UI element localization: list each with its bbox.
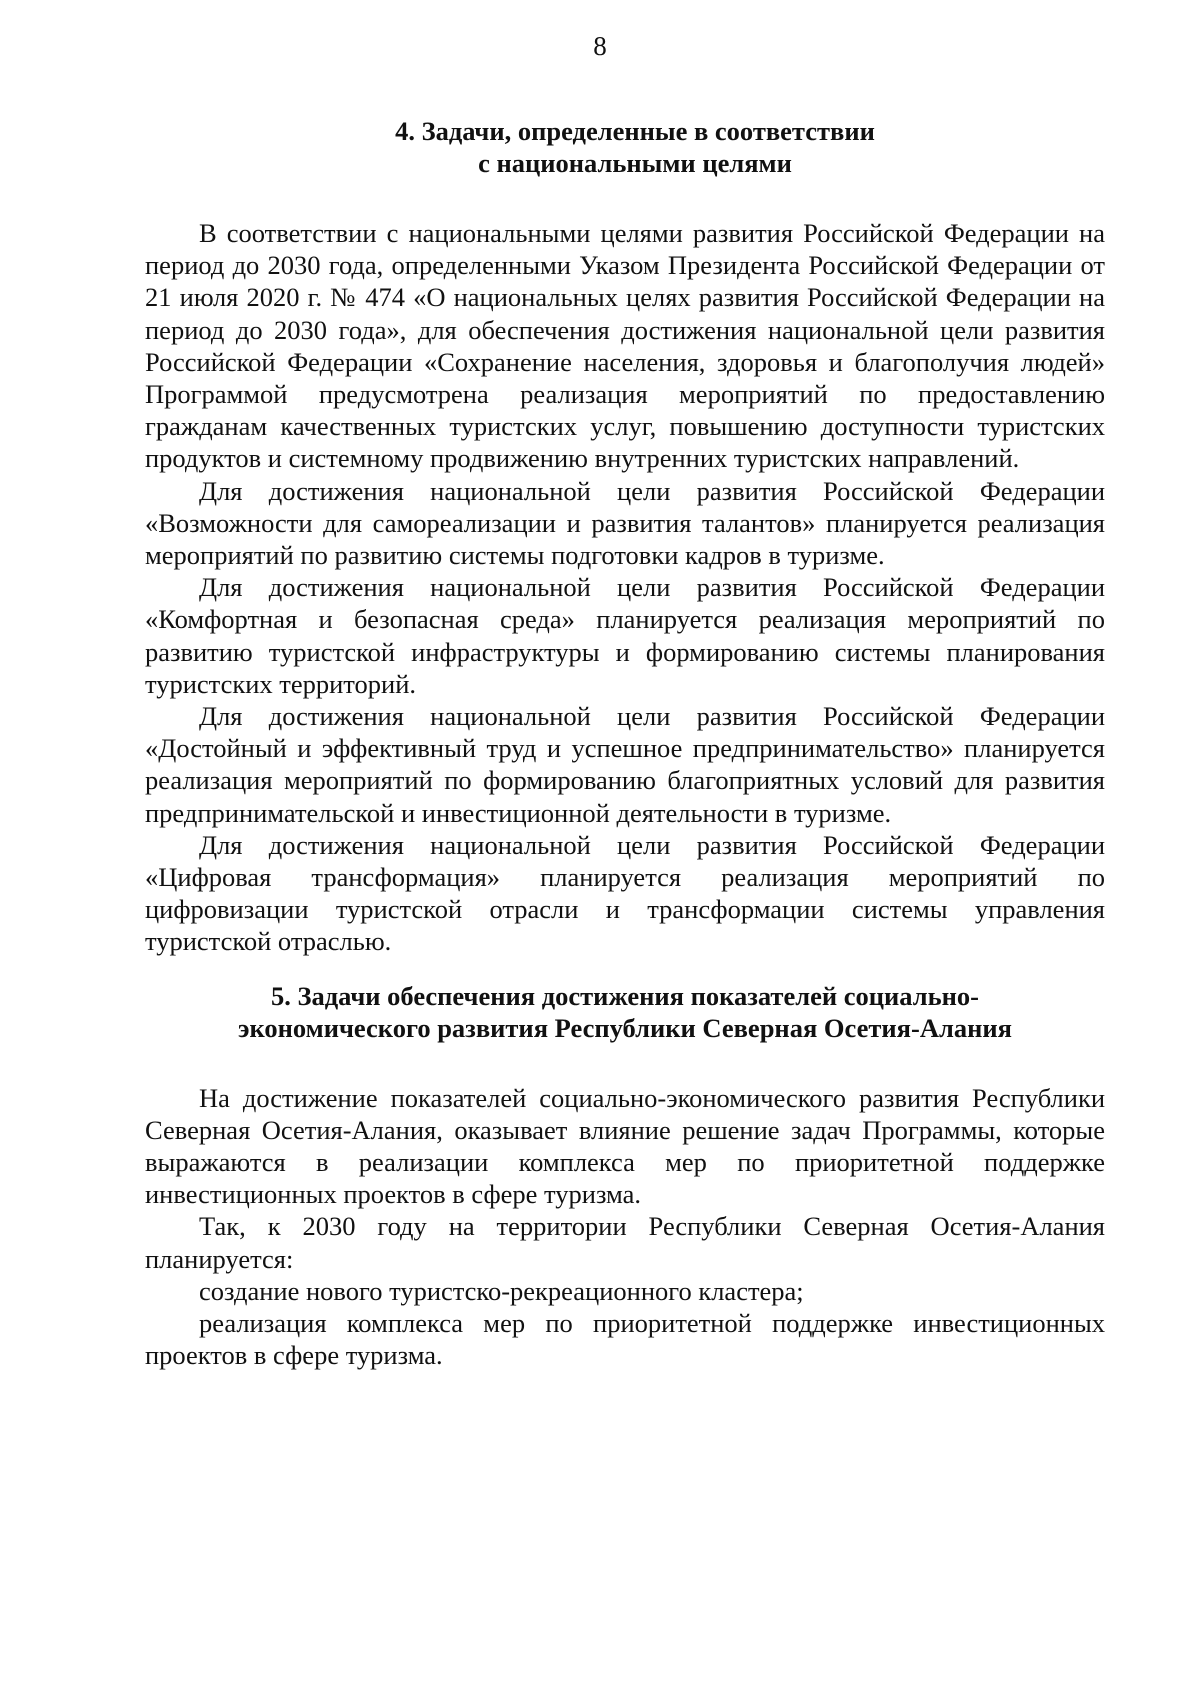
section-4-paragraph-2: Для достижения национальной цели развития Российской Федерации «Возможности для самореализации и развития талантов» планируется реализация мероприятий по развитию системы подготовки кадров в туризме. bbox=[145, 475, 1105, 571]
section-5-heading bbox=[145, 980, 1105, 1044]
section-4-heading bbox=[145, 115, 1105, 179]
page-number: 8 bbox=[593, 31, 607, 61]
section-4-paragraph-4: Для достижения национальной цели развития Российской Федерации «Достойный и эффективный труд и успешное предпринимательство» планируется реализация мероприятий по формированию благоприятных условий для развития предпринимательской и инвестиционной деятельности в туризме. bbox=[145, 701, 1105, 828]
section-5-list-item-2: реализация комплекса мер по приоритетной поддержке инвестиционных проектов в сфере туризма. bbox=[145, 1308, 1105, 1371]
section-4-heading-line-2: с национальными целями bbox=[478, 148, 792, 178]
section-5-paragraph-2: Так, к 2030 году на территории Республики Северная Осетия-Алания планируется: bbox=[145, 1211, 1105, 1274]
section-5-paragraph-1: На достижение показателей социально-экономического развития Республики Северная Осетия-Алания, оказывает влияние решение задач Программы, которые выражаются в реализации комплекса мер по приоритетной поддержке инвестиционных проектов в сфере туризма. bbox=[145, 1082, 1105, 1210]
section-4-paragraph-3: Для достижения национальной цели развития Российской Федерации «Комфортная и безопасная среда» планируется реализация мероприятий по развитию туристской инфраструктуры и формированию системы планирования туристских территорий. bbox=[145, 572, 1105, 699]
section-5-heading-line-1: 5. Задачи обеспечения достижения показателей социально- bbox=[271, 980, 979, 1011]
section-5-list-item-1: создание нового туристско-рекреационного кластера; bbox=[199, 1275, 804, 1306]
document-body bbox=[145, 115, 1105, 1372]
section-4-heading-line-1: 4. Задачи, определенные в соответствии bbox=[395, 116, 875, 146]
section-5-heading-line-2: экономического развития Республики Северная Осетия-Алания bbox=[238, 1012, 1012, 1043]
section-4-paragraph-1: В соответствии с национальными целями развития Российской Федерации на период до 2030 года, определенными Указом Президента Российской Федерации от 21 июля 2020 г. № 474 «О национальных целях развития Российской Федерации на период до 2030 года», для обеспечения достижения национальной цели развития Российской Федерации «Сохранение населения, здоровья и благополучия людей» Программой предусмотрена реализация мероприятий по предоставлению гражданам качественных туристских услуг, повышению доступности туристских продуктов и системному продвижению внутренних туристских направлений. bbox=[145, 218, 1105, 474]
section-4-paragraph-5: Для достижения национальной цели развития Российской Федерации «Цифровая трансформация» планируется реализация мероприятий по цифровизации туристской отрасли и трансформации системы управления туристской отраслью. bbox=[145, 829, 1105, 957]
